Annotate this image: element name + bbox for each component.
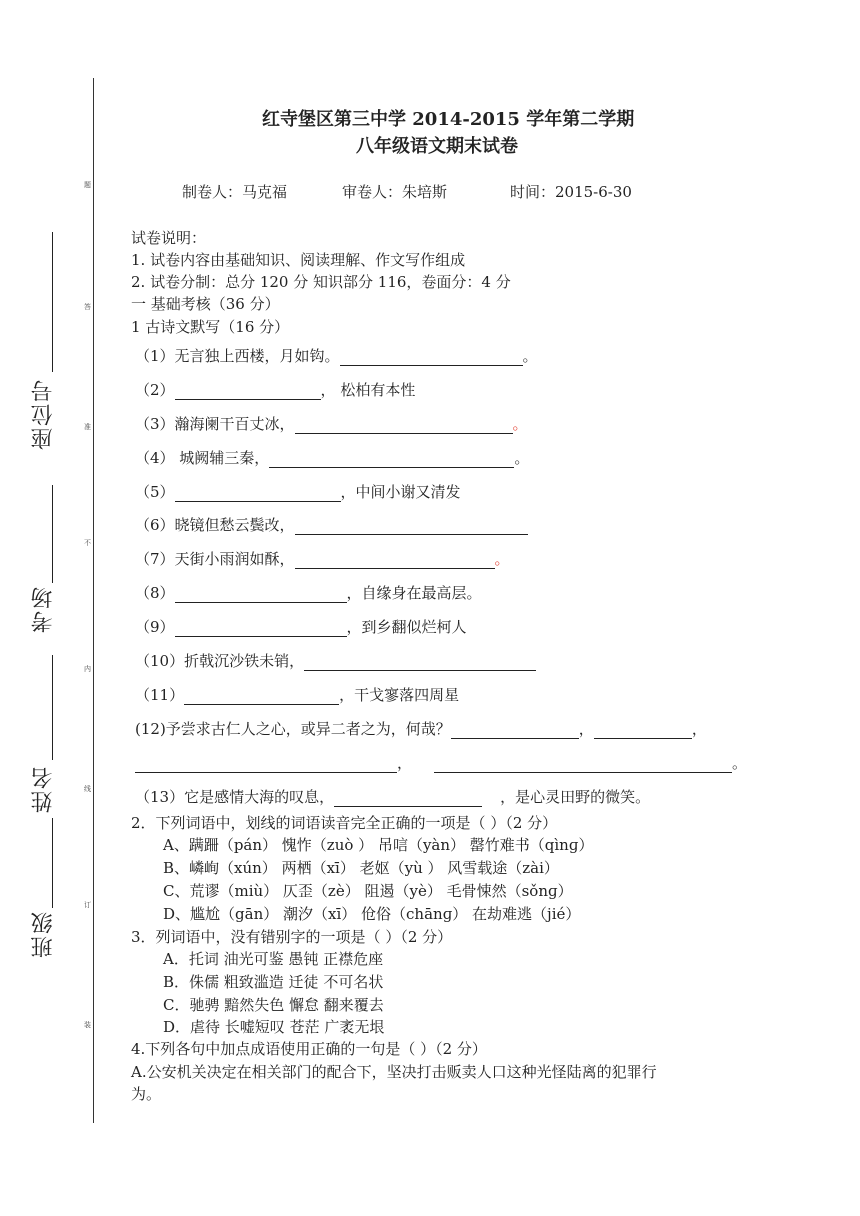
answer-blank[interactable]	[434, 757, 732, 773]
answer-blank[interactable]	[175, 621, 347, 637]
exam-room-label: 考场	[31, 585, 56, 633]
poem-q9: （9） ，到乡翻似烂柯人	[135, 618, 467, 636]
seal-char: 不	[84, 539, 91, 547]
poem-q8: （8） ，自缘身在最高层。	[135, 584, 482, 602]
answer-blank[interactable]	[295, 553, 495, 569]
question-2-option-c[interactable]: C、荒谬（miù） 仄歪（zè） 阻遏（yè） 毛骨悚然（sǒnɡ）	[163, 882, 573, 900]
answer-blank[interactable]	[304, 655, 536, 671]
poem-q10: （10）折戟沉沙铁未销，	[135, 650, 536, 671]
question-3-option-d[interactable]: D．虐待 长嘘短叹 苍茫 广袤无垠	[163, 1018, 385, 1036]
answer-blank[interactable]	[184, 689, 339, 705]
instructions-title: 试卷说明：	[131, 229, 207, 247]
poem-q12-cont: ， 。	[135, 752, 747, 773]
poem-q5: （5） ，中间小谢又清发	[135, 483, 461, 501]
name-label: 姓名	[31, 765, 56, 813]
exam-title-line1: 红寺堡区第三中学 2014-2015 学年第二学期	[262, 109, 635, 130]
question-2-stem: 2．下列词语中，划线的词语读音完全正确的一项是（ ）（2 分）	[131, 814, 558, 832]
question-4-stem: 4.下列各句中加点成语使用正确的一句是（ ）（2 分）	[131, 1040, 487, 1058]
answer-blank[interactable]	[175, 486, 341, 502]
section-title: 一 基础考核（36 分）	[131, 295, 280, 313]
answer-blank[interactable]	[175, 384, 321, 400]
question-2-option-a[interactable]: A、蹒跚（pán） 愧怍（zuò ） 吊唁（yàn） 罄竹难书（qìnɡ）	[163, 836, 594, 854]
question-3-option-c[interactable]: C．驰骋 黯然失色 懈怠 翻来覆去	[163, 996, 384, 1014]
exam-date: 时间：2015-6-30	[510, 183, 632, 201]
poem-q1: （1）无言独上西楼，月如钩。 。	[135, 347, 538, 365]
seal-char: 线	[84, 785, 91, 793]
answer-blank[interactable]	[451, 723, 579, 739]
poem-q7: （7）天街小雨润如酥， 。	[135, 550, 510, 568]
answer-blank[interactable]	[295, 418, 513, 434]
poem-q12: (12)予尝求古仁人之心，或异二者之为，何哉？ ， ，	[135, 720, 707, 738]
class-label: 班级	[31, 910, 56, 958]
poem-q13: （13）它是感情大海的叹息， ，是心灵田野的微笑。	[135, 788, 651, 806]
instruction-item: 1. 试卷内容由基础知识、阅读理解、作文写作组成	[131, 251, 466, 269]
poem-q3: （3）瀚海阑干百丈冰， 。	[135, 415, 528, 433]
field-line	[52, 485, 53, 583]
answer-blank[interactable]	[594, 723, 692, 739]
answer-blank[interactable]	[334, 791, 482, 807]
reviewer: 审卷人：朱培斯	[342, 183, 448, 201]
poem-q4: （4） 城阙辅三秦， 。	[135, 449, 530, 467]
seal-char: 题	[84, 181, 91, 189]
binding-line	[93, 78, 94, 1123]
seal-char: 订	[84, 901, 91, 909]
question-2-option-b[interactable]: B、嶙峋（xún） 两栖（xī） 老妪（yù ） 风雪载途（zài）	[163, 859, 559, 877]
answer-blank[interactable]	[340, 350, 523, 366]
poem-q6: （6）晓镜但愁云鬓改，	[135, 514, 528, 535]
answer-blank[interactable]	[135, 757, 397, 773]
answer-blank[interactable]	[269, 452, 514, 468]
seat-number-label: 座位号	[31, 378, 56, 450]
field-line	[52, 655, 53, 760]
seal-char: 准	[84, 423, 91, 431]
field-line	[52, 818, 53, 908]
question-3-option-b[interactable]: B．侏儒 粗致滥造 迁徒 不可名状	[163, 973, 384, 991]
instruction-item: 2. 试卷分制：总分 120 分 知识部分 116，卷面分：4 分	[131, 273, 511, 291]
exam-title-line2: 八年级语文期末试卷	[356, 136, 518, 157]
answer-blank[interactable]	[295, 519, 528, 535]
question-3-stem: 3．列词语中，没有错别字的一项是（ ）（2 分）	[131, 928, 453, 946]
question-3-option-a[interactable]: A．托词 油光可鉴 愚钝 正襟危座	[163, 950, 384, 968]
answer-blank[interactable]	[175, 587, 347, 603]
seal-char: 内	[84, 665, 91, 673]
seal-char: 装	[84, 1021, 91, 1029]
question-4-option-a[interactable]: A.公安机关决定在相关部门的配合下，坚决打击贩卖人口这种光怪陆离的犯罪行	[131, 1063, 657, 1081]
question-2-option-d[interactable]: D、尴尬（gān） 潮汐（xī） 伧俗（chānɡ） 在劫难逃（jié）	[163, 905, 581, 923]
seal-char: 答	[84, 303, 91, 311]
poem-q2: （2） ， 松柏有本性	[135, 381, 416, 399]
field-line	[52, 232, 53, 372]
poem-q11: （11） ，干戈寥落四周星	[135, 686, 460, 704]
question-4-option-a-cont: 为。	[131, 1085, 162, 1103]
subsection-title: 1 古诗文默写（16 分）	[131, 318, 290, 336]
maker: 制卷人：马克福	[182, 183, 288, 201]
